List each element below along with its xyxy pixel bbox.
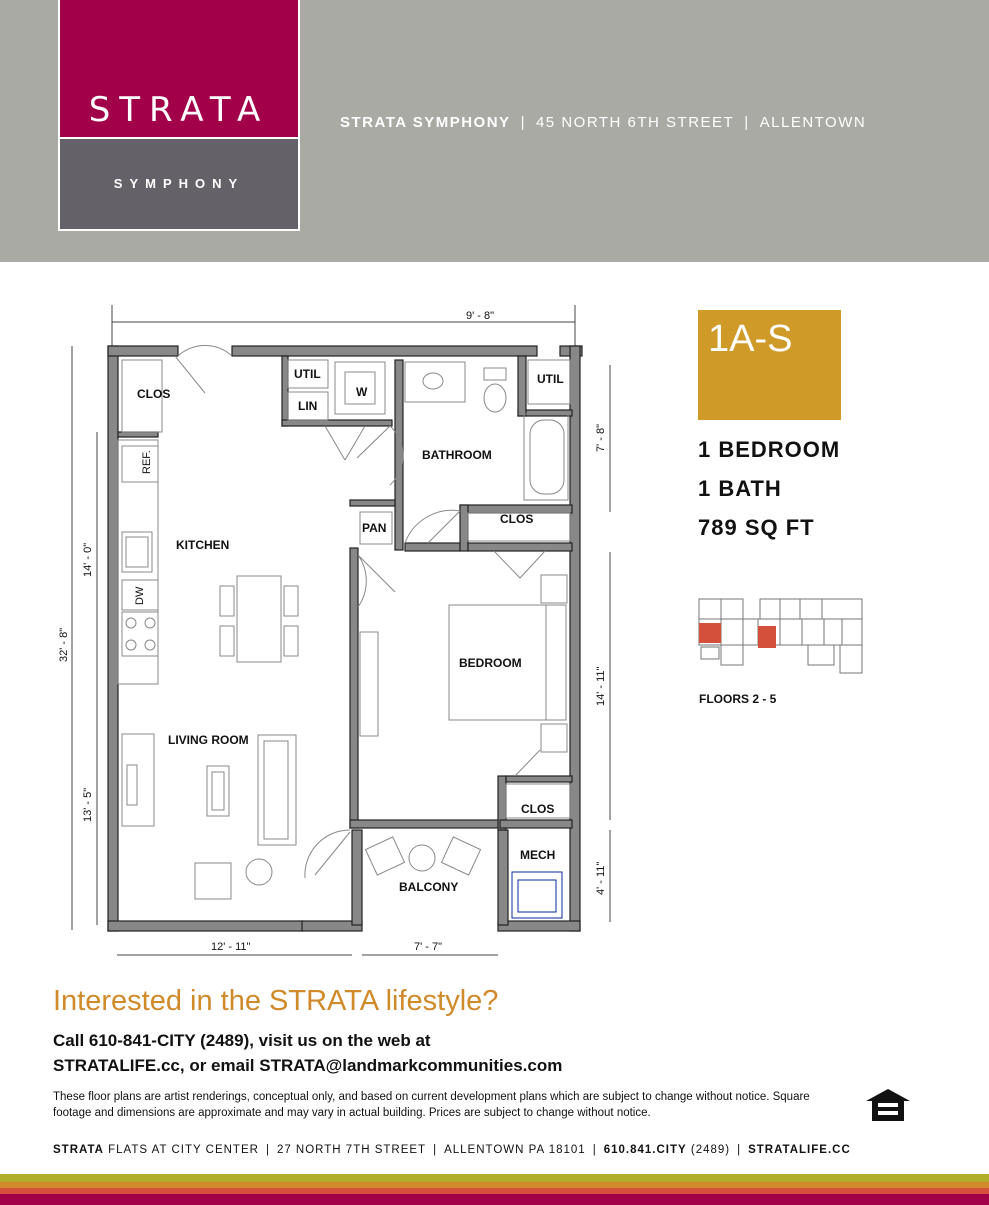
room-label-kitchen: KITCHEN	[176, 538, 230, 552]
cta-contact-line-2: STRATALIFE.cc, or email STRATA@landmarkcommunities.com	[53, 1056, 563, 1075]
room-label-clos-3: CLOS	[521, 802, 555, 816]
room-label-mech: MECH	[520, 848, 556, 862]
label-refrigerator: REF.	[141, 450, 153, 474]
footer-name: FLATS AT CITY CENTER	[108, 1144, 259, 1156]
room-label-clos-2: CLOS	[500, 512, 534, 526]
unit-baths: 1 BATH	[698, 476, 782, 501]
room-label-bedroom: BEDROOM	[459, 656, 522, 670]
footer-website: STRATALIFE.CC	[748, 1144, 851, 1156]
unit-bedrooms: 1 BEDROOM	[698, 437, 841, 462]
building-key-plan	[698, 598, 864, 678]
dim-bottom-balcony: 7' - 7"	[414, 941, 443, 953]
dim-bedroom-height: 14' - 11"	[595, 666, 607, 706]
room-label-clos-1: CLOS	[137, 387, 171, 401]
room-label-pan: PAN	[362, 521, 387, 535]
header-band	[0, 0, 989, 262]
dim-mech-height: 4' - 11"	[595, 861, 607, 895]
footer-phone-number: (2489)	[690, 1144, 731, 1156]
footer-address: 27 NORTH 7TH STREET	[276, 1144, 427, 1156]
cta-contact-line-1: Call 610-841-CITY (2489), visit us on the web at	[53, 1031, 431, 1050]
logo-title: STRATA	[88, 90, 270, 130]
room-label-bathroom: BATHROOM	[422, 448, 492, 462]
header-building: STRATA SYMPHONY	[340, 114, 511, 131]
header-city: ALLENTOWN	[759, 114, 867, 131]
strata-logo	[58, 0, 300, 231]
room-label-washer: W	[356, 385, 368, 399]
disclaimer: These floor plans are artist renderings, conceptual only, and based on current development plans which are subject to change without notice. Square footage and dimensions are approximate and may vary in actual building. Prices are subject to change without notice.	[53, 1091, 810, 1119]
dim-kitchen-height: 14' - 0"	[82, 542, 94, 577]
dim-top: 9' - 8"	[466, 310, 495, 322]
dim-living-height: 13' - 5"	[82, 787, 94, 822]
room-label-lin: LIN	[298, 399, 318, 413]
equal-housing-icon	[864, 1087, 912, 1123]
unit-code-badge	[698, 310, 841, 420]
label-dishwasher: DW	[134, 586, 146, 605]
dim-total-height: 32' - 8"	[58, 627, 70, 662]
unit-area: 789 SQ FT	[698, 515, 815, 540]
dim-bottom-left: 12' - 11"	[211, 941, 251, 953]
room-label-util-2: UTIL	[537, 372, 564, 386]
logo-subtitle: SYMPHONY	[113, 176, 245, 191]
header-address-line: STRATA SYMPHONY | 45 NORTH 6TH STREET | ALLENTOWN	[340, 114, 867, 131]
footer-city: ALLENTOWN PA 18101	[444, 1144, 586, 1156]
footer-line: STRATA FLATS AT CITY CENTER | 27 NORTH 7TH STREET | ALLENTOWN PA 18101 | 610.841.CITY (2489) | STRATALIFE.CC	[53, 1144, 851, 1156]
footer-phone: 610.841.CITY	[603, 1144, 687, 1156]
logo-top-panel	[60, 0, 298, 139]
header-address: 45 NORTH 6TH STREET	[535, 114, 735, 131]
cta-title: Interested in the STRATA lifestyle?	[53, 985, 499, 1017]
room-label-living-room: LIVING ROOM	[168, 733, 249, 747]
key-plan-highlight-2	[758, 626, 776, 648]
footer-brand: STRATA	[53, 1144, 104, 1156]
unit-code: 1A-S	[708, 318, 793, 360]
footer-stripe-1	[0, 1174, 989, 1182]
footer-stripe-4	[0, 1194, 989, 1205]
logo-bottom-panel	[60, 139, 298, 229]
room-label-balcony: BALCONY	[399, 880, 459, 894]
room-label-util-1: UTIL	[294, 367, 321, 381]
floor-plan	[0, 290, 660, 970]
floors-label: FLOORS 2 - 5	[699, 692, 777, 706]
key-plan-highlight-1	[699, 623, 721, 643]
dim-bath-height: 7' - 8"	[595, 423, 607, 452]
